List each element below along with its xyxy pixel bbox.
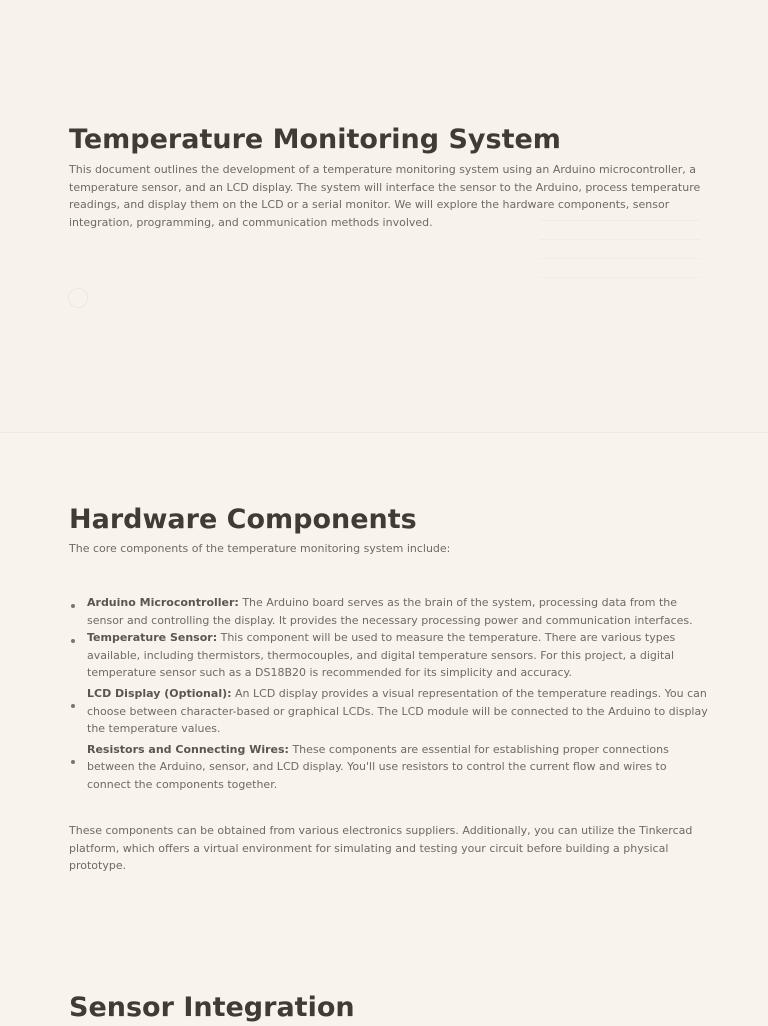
hardware-intro: The core components of the temperature monitoring system include: bbox=[69, 542, 451, 555]
list-item bbox=[69, 594, 709, 629]
list-item-label: Resistors and Connecting Wires: bbox=[87, 742, 289, 756]
list-item bbox=[69, 685, 709, 738]
list-item bbox=[69, 741, 709, 794]
decorative-ring bbox=[68, 288, 88, 308]
bullet-icon bbox=[71, 704, 75, 708]
bullet-icon bbox=[71, 604, 75, 608]
bullet-icon bbox=[71, 639, 75, 643]
decorative-lines bbox=[540, 220, 700, 300]
bullet-icon bbox=[71, 760, 75, 764]
list-item-text: This component will be used to measure the temperature. There are various types available, including thermistors, thermocouples, and digital temperature sensors. For this project, a digital temperature sensor such as a DS18B20 is recommended for its simplicity and accuracy. bbox=[87, 631, 676, 680]
hardware-outro: These components can be obtained from various electronics suppliers. Additionally, you can utilize the Tinkercad platform, which offers a virtual environment for simulating and testing your circuit before building a physical prototype. bbox=[69, 824, 693, 873]
sensor-heading: Sensor Integration bbox=[69, 992, 355, 1023]
page-title: Temperature Monitoring System bbox=[69, 124, 561, 155]
hardware-heading: Hardware Components bbox=[69, 504, 417, 535]
list-item-label: Arduino Microcontroller: bbox=[87, 596, 239, 609]
list-item-label: LCD Display (Optional): bbox=[87, 686, 232, 700]
list-item bbox=[69, 629, 709, 682]
list-item-text: These components are essential for establishing proper connections between the Arduino, sensor, and LCD display. You'll use resistors to control the current flow and wires to connect the components together. bbox=[87, 742, 669, 791]
component-list bbox=[69, 594, 709, 794]
list-item-label: Temperature Sensor: bbox=[87, 631, 218, 645]
list-item-text: The Arduino board serves as the brain of the system, processing data from the sensor and controlling the display. It provides the necessary processing power and communication interfaces. bbox=[87, 596, 693, 627]
intro-paragraph: This document outlines the development of a temperature monitoring system using an Arduino microcontroller, a temperature sensor, and an LCD display. The system will interface the sensor to the Arduino, process temperature readings, and display them on the LCD or a serial monitor. We will explore the hardware components, sensor integration, programming, and communication methods involved. bbox=[69, 163, 701, 229]
list-item-text: An LCD display provides a visual representation of the temperature readings. You can choose between character-based or graphical LCDs. The LCD module will be connected to the Arduino to display the temperature values. bbox=[87, 686, 708, 736]
